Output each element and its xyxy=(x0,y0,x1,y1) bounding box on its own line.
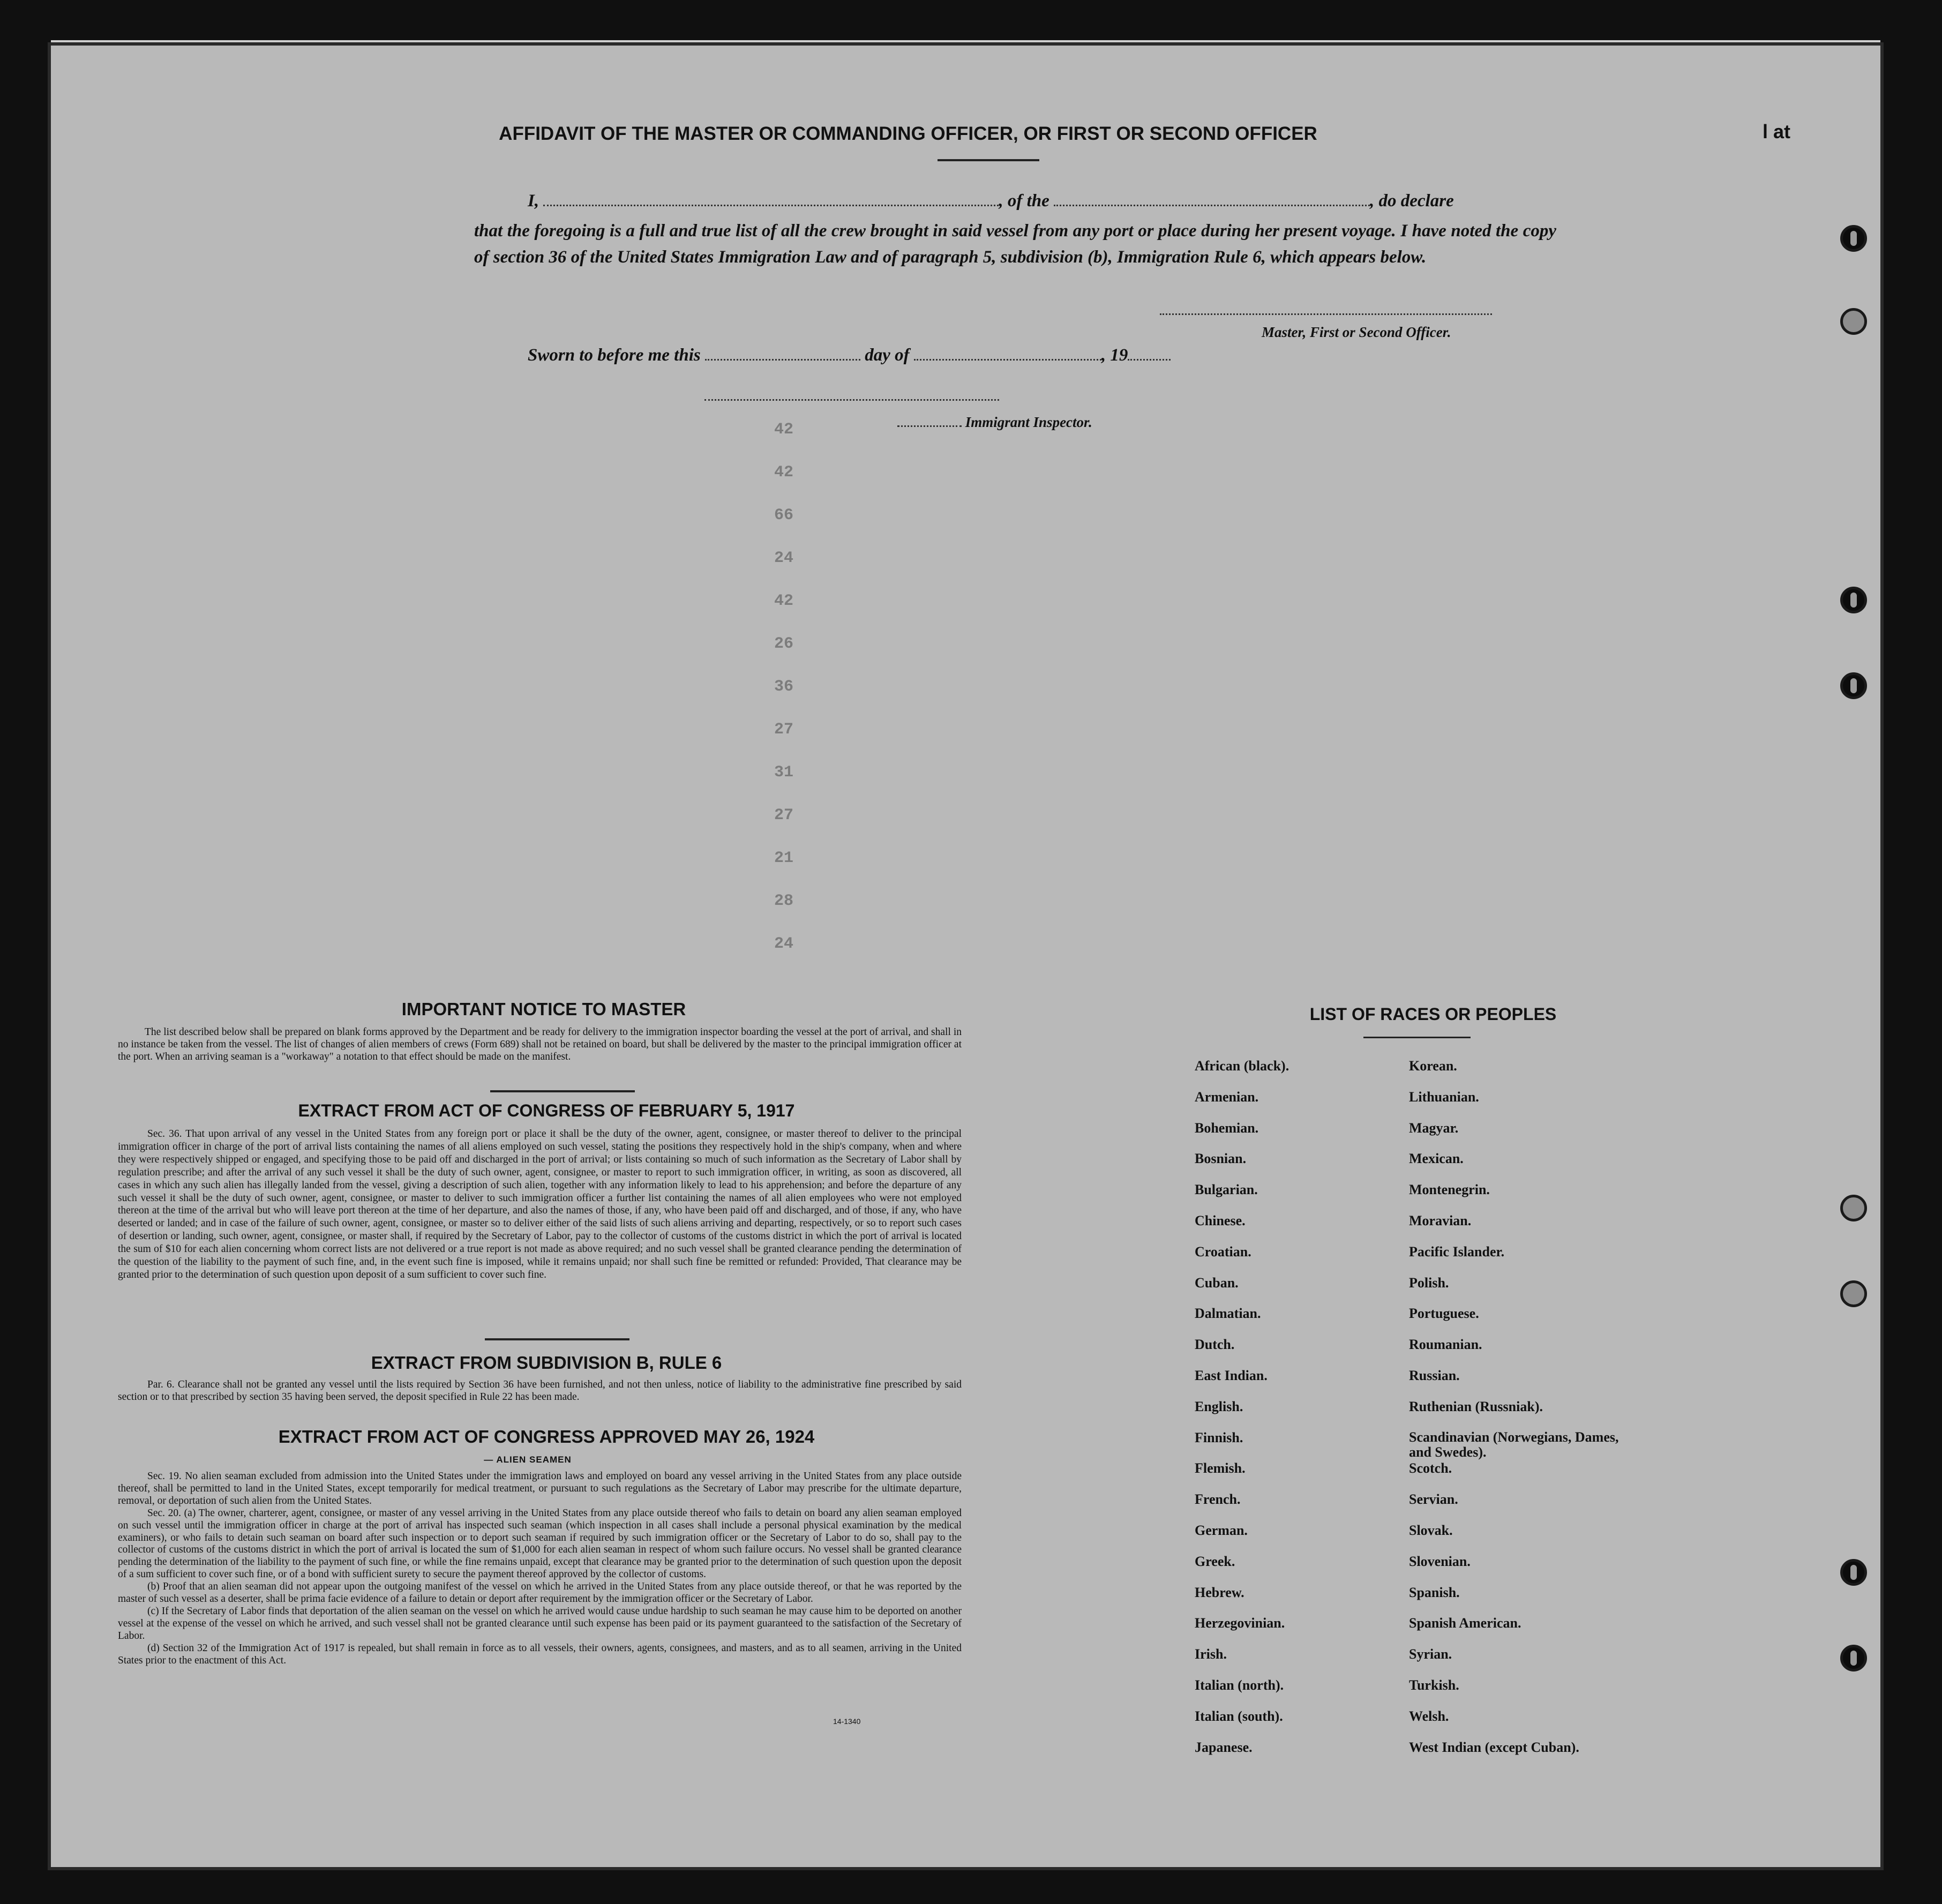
race-item: Mexican. xyxy=(1409,1151,1464,1167)
race-item: Slovak. xyxy=(1409,1522,1453,1538)
race-item: Cuban. xyxy=(1195,1275,1239,1291)
race-item: Chinese. xyxy=(1195,1212,1246,1228)
inspector-dots xyxy=(897,425,962,427)
race-item: Montenegrin. xyxy=(1409,1182,1490,1198)
sworn-year-field[interactable] xyxy=(1128,359,1171,361)
race-item: Hebrew. xyxy=(1195,1584,1244,1600)
alien-seamen-label: ALIEN SEAMEN xyxy=(496,1455,572,1465)
race-item: Servian. xyxy=(1409,1491,1458,1508)
races-right-column xyxy=(1409,1058,1634,1770)
races-title: LIST OF RACES OR PEOPLES xyxy=(1309,1005,1557,1024)
race-item: German. xyxy=(1195,1522,1248,1538)
inspector-signature-line[interactable] xyxy=(704,399,999,401)
bleed-through-mark: 42 xyxy=(774,463,794,482)
race-item: Scotch. xyxy=(1409,1460,1452,1476)
binder-hole-icon xyxy=(1840,1645,1867,1671)
binder-hole-icon xyxy=(1840,308,1867,335)
race-item: African (black). xyxy=(1195,1058,1289,1074)
corner-fragment-text: l at xyxy=(1763,121,1791,143)
race-item: Bohemian. xyxy=(1195,1120,1259,1136)
race-item: East Indian. xyxy=(1195,1367,1268,1383)
sec-20c-paragraph: (c) If the Secretary of Labor finds that deportation of the alien seaman on the vessel on which he arrived would cause undue hardship to such seaman he may cause him to be deported on another vessel at the expense of the vessel on which he arrived, and such vessel shall not be granted clearance until such expense has been paid or its payment guaranteed to the satisfaction of the Secretary of Labor. xyxy=(118,1605,962,1641)
race-item: Slovenian. xyxy=(1409,1553,1471,1569)
race-item: Herzegovinian. xyxy=(1195,1615,1285,1631)
extract-1924-body xyxy=(118,1471,962,1667)
signature-line[interactable] xyxy=(1160,313,1492,315)
race-item: Dalmatian. xyxy=(1195,1306,1261,1322)
sworn-year-label: , 19 xyxy=(1101,346,1128,365)
race-item: Korean. xyxy=(1409,1058,1457,1074)
race-item: Italian (north). xyxy=(1195,1677,1284,1693)
sec-20b-paragraph: (b) Proof that an alien seaman did not appear upon the outgoing manifest of the vessel on which he arrived in the United States from any place outside thereof, or that he was reported by the master of such vessel as a deserter, shall be prima facie evidence of a failure to detain or deport after requirement by the immigration officer or the Secretary of Labor. xyxy=(118,1581,962,1605)
extract-rule6-body: Par. 6. Clearance shall not be granted any vessel until the lists required by Section 36 have been furnished, and not then unless, notice of liability to the administrative fine prescribed by said section or to that prescribed by section 35 having been served, the deposit specified in Rule 22 has been made. xyxy=(118,1379,962,1403)
extract-1917-title: EXTRACT FROM ACT OF CONGRESS OF FEBRUARY 5, 1917 xyxy=(298,1101,795,1120)
race-item: Polish. xyxy=(1409,1275,1449,1291)
races-title-underline xyxy=(1363,1037,1471,1038)
bleed-through-mark: 42 xyxy=(774,421,794,439)
bleed-through-mark: 26 xyxy=(774,635,794,653)
race-item: English. xyxy=(1195,1398,1243,1414)
sec-20d-paragraph: (d) Section 32 of the Immigration Act of 1917 is repealed, but shall remain in force as to all vessels, their owners, agents, consignees, and masters, and as to all seamen, arriving in the United States prior to the enactment of this Act. xyxy=(118,1642,962,1666)
declarant-name-field[interactable] xyxy=(543,205,999,206)
inspector-label: Immigrant Inspector. xyxy=(965,414,1092,430)
race-item: Welsh. xyxy=(1409,1708,1449,1724)
bleed-through-mark: 27 xyxy=(774,721,794,739)
races-left-column xyxy=(1195,1058,1289,1770)
inspector-label-line xyxy=(897,414,1092,431)
race-item: West Indian (except Cuban). xyxy=(1409,1739,1579,1755)
race-item: Spanish American. xyxy=(1409,1615,1521,1631)
bleed-through-mark: 42 xyxy=(774,592,794,610)
race-item: Moravian. xyxy=(1409,1212,1472,1228)
race-item: Roumanian. xyxy=(1409,1337,1482,1353)
bleed-through-mark: 31 xyxy=(774,763,794,782)
race-item: Greek. xyxy=(1195,1553,1235,1569)
bleed-through-mark: 24 xyxy=(774,935,794,953)
race-item: Bulgarian. xyxy=(1195,1182,1258,1198)
vessel-name-field[interactable] xyxy=(1054,205,1370,206)
bleed-through-mark: 36 xyxy=(774,678,794,696)
signature-label: Master, First or Second Officer. xyxy=(1262,324,1451,340)
race-item: Ruthenian (Russniak). xyxy=(1409,1398,1543,1414)
section-divider xyxy=(485,1338,629,1340)
race-item: Syrian. xyxy=(1409,1646,1452,1662)
extract-1924-title: EXTRACT FROM ACT OF CONGRESS APPROVED MAY 26, 1924 xyxy=(278,1427,815,1446)
binder-hole-icon xyxy=(1840,587,1867,613)
section-divider xyxy=(490,1090,635,1092)
affidavit-body: that the foregoing is a full and true list of all the crew brought in said vessel from any port or place during her present voyage. I have noted the copy of section 36 of the United States Immigration Law and of paragraph 5, subdivision (b), Immigration Rule 6, which appears below. xyxy=(474,221,1556,267)
race-item: Flemish. xyxy=(1195,1460,1246,1476)
sec-19-paragraph: Sec. 19. No alien seaman excluded from admission into the United States under the immigration laws and employed on board any vessel arriving in the United States from any place outside thereof, shall be permitted to land in the United States, except temporarily for medical treatment, or pursuant to such regulations as the Secretary of Labor may prescribe for the ultimate departure, removal, or deportation of such alien from the United States. xyxy=(118,1471,962,1506)
title-underline xyxy=(938,159,1039,161)
extract-1917-body: Sec. 36. That upon arrival of any vessel in the United States from any foreign port or place it shall be the duty of the owner, agent, consignee, or master thereof to deliver to the principal immigration officer in charge of the port of arrival lists containing the names of all aliens employed on such vessel, stating the positions they respectively hold in the ship's company, when and where they were respectively shipped or engaged, and specifying those to be paid off and discharged in the port of arrival; or lists containing so much of such information as the Secretary of Labor shall by regulation prescribe; and after the arrival of any such vessel it shall be the duty of such owner, agent, consignee, or master to report to such immigration officer, in writing, as soon as discovered, all cases in which any such alien has illegally landed from the vessel, giving a description of such alien, together with any information likely to lead to his apprehension; and before the departure of any such vessel it shall be the duty of such owner, agent, consignee, or master to deliver to such immigration officer a further list containing the names of all alien employees who were not employed thereon at the time of the arrival but who will leave port thereon at the time of her departure, and also the names of those, if any, who have been paid off and discharged, and of those, if any, who have deserted or landed; and in case of the failure of such owner, agent, consignee, or master so to deliver either of the said lists of such aliens arriving and departing, respectively, or so to report such cases of desertion or landing, such owner, agent, consignee, or master shall, if required by the Secretary of Labor, pay to the collector of customs of the customs district in which the port of arrival is located the sum of $10 for each alien concerning whom correct lists are not delivered or a true report is not made as above required; and no such vessel shall be granted clearance pending the determination of the question of the liability to the payment of such fine, and, in the event such fine is imposed, while it remains unpaid; nor shall such fine be remitted or refunded: Provided, That clearance may be granted prior to the determination of such question upon deposit of a sum sufficient to cover such fine. xyxy=(118,1128,962,1280)
declare-label: , do declare xyxy=(1370,191,1454,211)
affidavit-declaration-line xyxy=(528,191,1546,211)
bleed-through-mark: 66 xyxy=(774,506,794,524)
notice-title: IMPORTANT NOTICE TO MASTER xyxy=(401,999,686,1019)
race-item: Portuguese. xyxy=(1409,1306,1479,1322)
race-item: Spanish. xyxy=(1409,1584,1460,1600)
race-item: Pacific Islander. xyxy=(1409,1243,1505,1260)
race-item: Irish. xyxy=(1195,1646,1227,1662)
alien-seamen-heading: — ALIEN SEAMEN xyxy=(484,1455,572,1465)
race-item: Turkish. xyxy=(1409,1677,1459,1693)
race-item: Croatian. xyxy=(1195,1243,1251,1260)
binder-hole-icon xyxy=(1840,672,1867,699)
form-number: 14-1340 xyxy=(833,1717,861,1726)
race-item: Bosnian. xyxy=(1195,1151,1247,1167)
affidavit-title: AFFIDAVIT OF THE MASTER OR COMMANDING OFFICER, OR FIRST OR SECOND OFFICER xyxy=(499,123,1317,144)
sworn-day-label: day of xyxy=(865,346,910,365)
binder-hole-icon xyxy=(1840,1280,1867,1307)
binder-hole-icon xyxy=(1840,1559,1867,1586)
race-item: Armenian. xyxy=(1195,1089,1259,1105)
race-item: Lithuanian. xyxy=(1409,1089,1479,1105)
race-item: Dutch. xyxy=(1195,1337,1235,1353)
race-item: Scandinavian (Norwegians, Dames, and Swedes). xyxy=(1409,1429,1619,1460)
declarant-prefix: I, xyxy=(528,191,539,211)
binder-hole-icon xyxy=(1840,1195,1867,1221)
sworn-prefix: Sworn to before me this xyxy=(528,346,701,365)
of-the-label: , of the xyxy=(999,191,1049,211)
race-item: Finnish. xyxy=(1195,1429,1243,1445)
race-item: Magyar. xyxy=(1409,1120,1459,1136)
sworn-day-field[interactable] xyxy=(705,359,860,361)
sec-20a-paragraph: Sec. 20. (a) The owner, charterer, agent, consignee, or master of any vessel arriving in the United States from any place outside thereof who fails to detain on board any alien seaman employed on such vessel until the immigration officer in charge at the port of arrival has inspected such seaman (which inspection in all cases shall include a personal physical examination by the medical examiners), or who fails to detain such seaman on board after such inspection or to deport such seaman if required by such immigration officer or the Secretary of Labor to do so, shall pay to the collector of customs of the customs district in which the port of arrival is located the sum of $1,000 for each alien seaman in respect of whom such failure occurs. No vessel shall be granted clearance pending the determination of the liability to the payment of such fine, or while the fine remains unpaid, except that clearance may be granted prior to the determination of such question upon the deposit of a sum sufficient to cover such fine, or of a bond with sufficient surety to secure the payment thereof approved by the collector of customs. xyxy=(118,1507,962,1580)
notice-body: The list described below shall be prepared on blank forms approved by the Department and be ready for delivery to the immigration inspector boarding the vessel at the port of arrival, and shall in no instance be taken from the vessel. The list of changes of alien members of crews (Form 689) shall not be retained on board, but shall be delivered by the master to the principal immigration officer at the port. When an arriving seaman is a "workaway" a notation to that effect should be made on the manifest. xyxy=(118,1026,962,1062)
sworn-line xyxy=(528,346,1278,365)
binder-hole-icon xyxy=(1840,225,1867,252)
extract-rule6-title: EXTRACT FROM SUBDIVISION B, RULE 6 xyxy=(371,1353,722,1373)
race-item: Russian. xyxy=(1409,1367,1460,1383)
document-page xyxy=(51,46,1880,1867)
bleed-through-mark: 24 xyxy=(774,549,794,567)
bleed-through-mark: 28 xyxy=(774,892,794,910)
sworn-month-field[interactable] xyxy=(914,359,1101,361)
race-item: Japanese. xyxy=(1195,1739,1253,1755)
bleed-through-mark: 21 xyxy=(774,849,794,867)
race-item: Italian (south). xyxy=(1195,1708,1283,1724)
bleed-through-mark: 27 xyxy=(774,806,794,824)
race-item: French. xyxy=(1195,1491,1241,1508)
